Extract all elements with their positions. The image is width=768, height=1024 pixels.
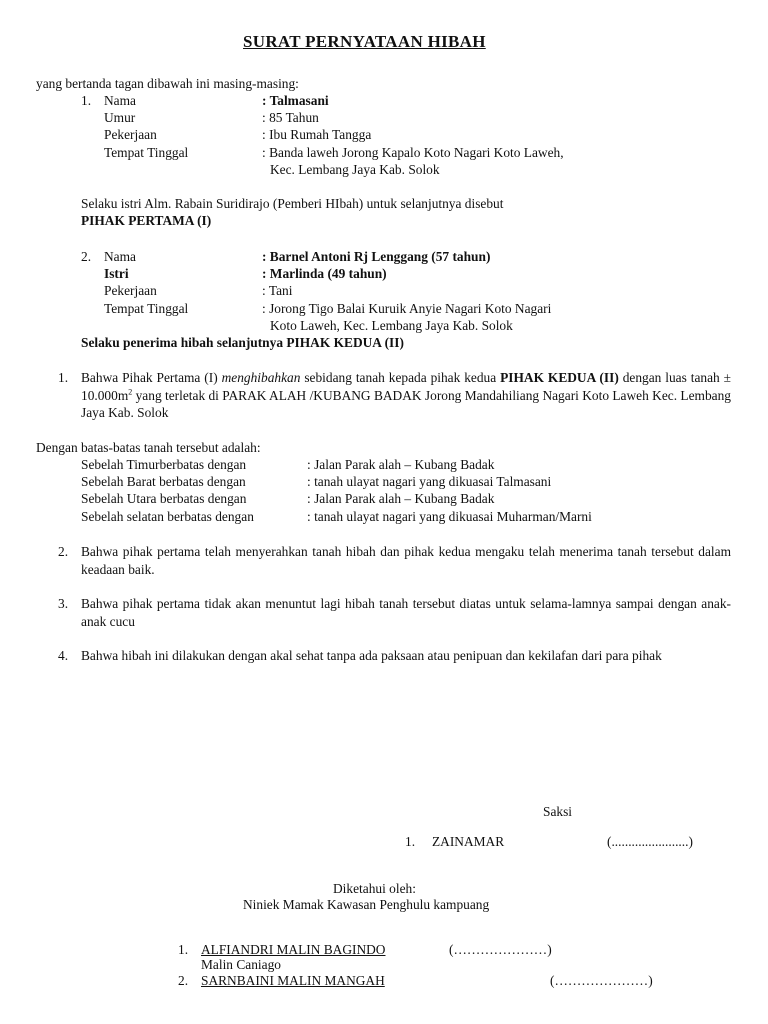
party-one-number: 1.	[81, 93, 92, 108]
elder-number: 1.	[178, 942, 189, 957]
elder-name: ALFIANDRI MALIN BAGINDO	[201, 942, 386, 957]
party-one-address-label: Tempat Tinggal	[104, 145, 189, 160]
party-two-role-text: Selaku penerima hibah selanjutnya PIHAK KEDUA (II)	[81, 335, 404, 350]
clause-one-part: yang terletak di PARAK ALAH /KUBANG BADAK Jorong Mandahiliang Nagari Koto Laweh Kec. Lembang Jaya Kab. Solok	[81, 387, 731, 420]
clause-three-text: Bahwa pihak pertama tidak akan menuntut lagi hibah tanah tersebut diatas untuk selama-lamnya sampai dengan anak-anak cucu	[81, 596, 731, 629]
party-two-number: 2.	[81, 249, 92, 264]
party-one-job-value: : Ibu Rumah Tangga	[262, 127, 372, 142]
elder-signature: (…………………)	[449, 942, 552, 957]
elder-number: 2.	[178, 973, 189, 988]
party-one-role-name: PIHAK PERTAMA (I)	[81, 213, 212, 228]
party-one-address-continued: Kec. Lembang Jaya Kab. Solok	[270, 162, 440, 177]
party-one-age-label: Umur	[104, 110, 136, 125]
party-one-role-text: Selaku istri Alm. Rabain Suridirajo (Pemberi HIbah) untuk selanjutnya disebut	[81, 196, 504, 211]
clause-four-number: 4.	[58, 648, 69, 663]
intro-text: yang bertanda tagan dibawah ini masing-masing:	[36, 76, 299, 91]
clause-one-part: Bahwa Pihak Pertama (I)	[81, 370, 222, 385]
boundary-value: : Jalan Parak alah – Kubang Badak	[307, 491, 495, 506]
party-two-job-value: : Tani	[262, 283, 293, 298]
party-one-name-label: Nama	[104, 93, 136, 108]
party-two-address-continued: Koto Laweh, Kec. Lembang Jaya Kab. Solok	[270, 318, 513, 333]
clause-two-number: 2.	[58, 544, 69, 559]
party-two-address-value: : Jorong Tigo Balai Kuruik Anyie Nagari Koto Nagari	[262, 301, 552, 316]
acknowledged-subheading: Niniek Mamak Kawasan Penghulu kampuang	[243, 897, 490, 912]
boundary-value: : tanah ulayat nagari yang dikuasai Talmasani	[307, 474, 552, 489]
elder-title: Malin Caniago	[201, 957, 281, 972]
witness-name: ZAINAMAR	[432, 834, 505, 849]
boundary-value: : Jalan Parak alah – Kubang Badak	[307, 457, 495, 472]
clause-one-part: dengan luas tanah ± 10.000m	[81, 370, 731, 403]
document-title: SURAT PERNYATAAN HIBAH	[243, 32, 486, 51]
clause-one-text	[81, 369, 731, 422]
party-one-age-value: : 85 Tahun	[262, 110, 319, 125]
witness-number: 1.	[405, 834, 416, 849]
clause-one-verb: menghibahkan	[221, 370, 301, 385]
party-one-address-value: : Banda laweh Jorong Kapalo Koto Nagari Koto Laweh,	[262, 145, 564, 160]
elder-name: SARNBAINI MALIN MANGAH	[201, 973, 385, 988]
boundary-side: Sebelah selatan berbatas dengan	[81, 509, 254, 524]
party-two-wife-value: : Marlinda (49 tahun)	[262, 266, 387, 281]
clause-one-number: 1.	[58, 370, 69, 385]
witness-signature: (.......................)	[607, 834, 693, 849]
party-two-name-label: Nama	[104, 249, 136, 264]
party-one-name-value: : Talmasani	[262, 93, 329, 108]
clause-three-number: 3.	[58, 596, 69, 611]
clause-one-party: PIHAK KEDUA (II)	[500, 370, 619, 385]
clause-one-part: sebidang tanah kepada pihak kedua	[300, 370, 501, 385]
witness-heading: Saksi	[543, 804, 573, 819]
elder-signature: (…………………)	[550, 973, 653, 988]
party-one-job-label: Pekerjaan	[104, 127, 157, 142]
boundaries-heading: Dengan batas-batas tanah tersebut adalah:	[36, 440, 261, 455]
party-two-wife-label: Istri	[104, 266, 129, 281]
boundary-value: : tanah ulayat nagari yang dikuasai Muharman/Marni	[307, 509, 592, 524]
acknowledged-heading: Diketahui oleh:	[333, 881, 416, 896]
clause-four-text: Bahwa hibah ini dilakukan dengan akal sehat tanpa ada paksaan atau penipuan dan kekilafan dari para pihak	[81, 648, 662, 663]
boundary-side: Sebelah Barat berbatas dengan	[81, 474, 246, 489]
boundary-side: Sebelah Timurberbatas dengan	[81, 457, 247, 472]
boundary-side: Sebelah Utara berbatas dengan	[81, 491, 247, 506]
party-two-name-value: : Barnel Antoni Rj Lenggang (57 tahun)	[262, 249, 491, 264]
party-two-job-label: Pekerjaan	[104, 283, 157, 298]
clause-two-text: Bahwa pihak pertama telah menyerahkan tanah hibah dan pihak kedua mengaku telah menerima tanah tersebut dalam keadaan baik.	[81, 544, 731, 577]
party-two-address-label: Tempat Tinggal	[104, 301, 189, 316]
clause-one-superscript: 2	[128, 387, 133, 397]
